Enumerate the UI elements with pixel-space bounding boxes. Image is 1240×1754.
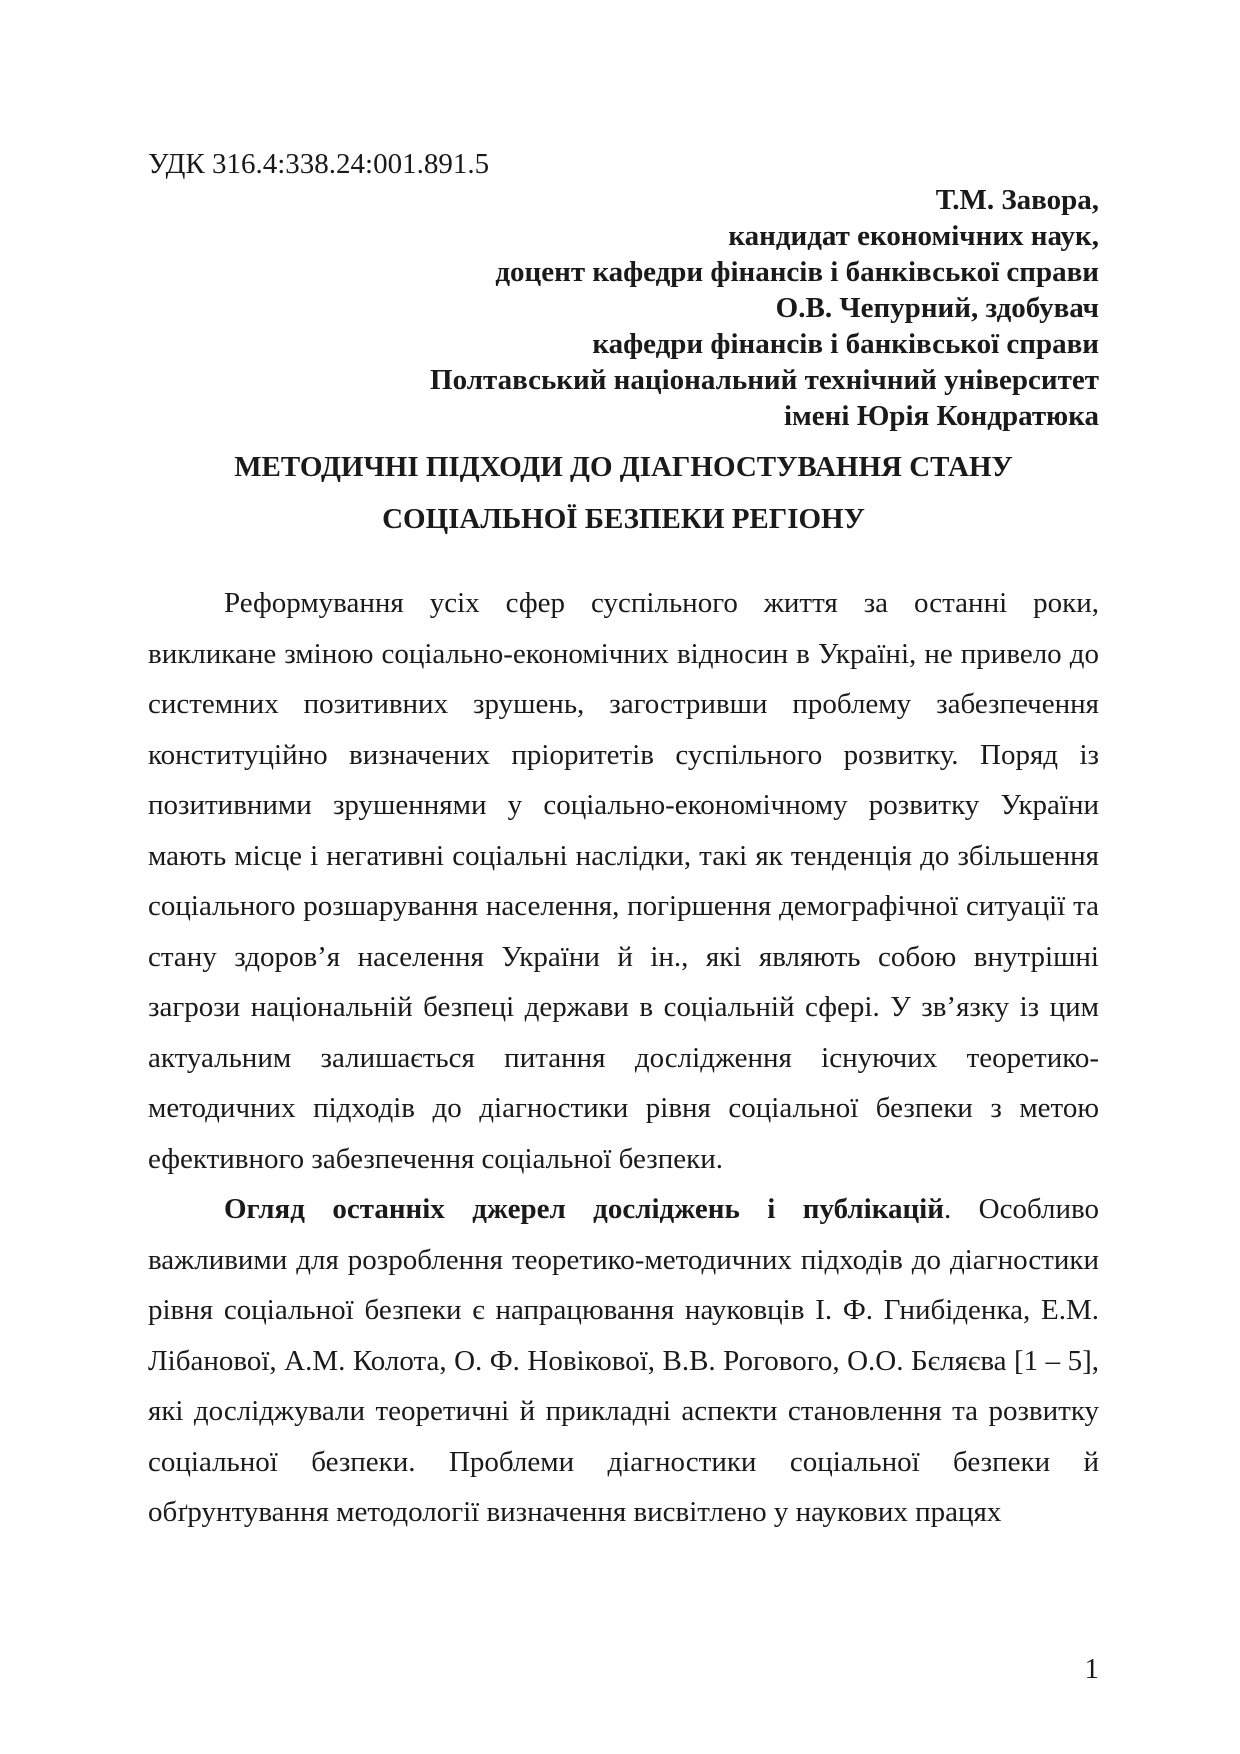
title-line: МЕТОДИЧНІ ПІДХОДИ ДО ДІАГНОСТУВАННЯ СТАНУ	[234, 451, 1013, 483]
title-line: СОЦІАЛЬНОЇ БЕЗПЕКИ РЕГІОНУ	[382, 503, 865, 535]
page-number: 1	[1084, 1653, 1099, 1685]
author-line: Полтавський національний технічний університет	[430, 364, 1099, 396]
paragraph-literature-review	[148, 1184, 1099, 1538]
article-body	[148, 578, 1099, 1538]
section-lead-heading: Огляд останніх джерел досліджень і публікацій	[224, 1193, 944, 1225]
paragraph-intro: Реформування усіх сфер суспільного життя за останні роки, викликане зміною соціально-економічних відносин в Україні, не привело до системних позитивних зрушень, загостривши проблему забезпечення конституційно визначених пріоритетів суспільного розвитку. Поряд із позитивними зрушеннями у соціально-економічному розвитку України мають місце і негативні соціальні наслідки, такі як тенденція до збільшення соціального розшарування населення, погіршення демографічної ситуації та стану здоров’я населення України й ін., які являють собою внутрішні загрози національній безпеці держави в соціальній сфері. У зв’язку із цим актуальним залишається питання дослідження існуючих теоретико-методичних підходів до діагностики рівня соціальної безпеки з метою ефективного забезпечення соціальної безпеки.	[148, 587, 1099, 1175]
author-line: Т.М. Завора,	[935, 184, 1099, 216]
author-line: кафедри фінансів і банківської справи	[592, 328, 1099, 360]
paragraph-text: . Особливо важливими для розроблення теоретико-методичних підходів до діагностики рівня соціальної безпеки є напрацювання науковців І. Ф. Гнибіденка, Е.М. Лібанової, А.М. Колота, О. Ф. Новікової, В.В. Рогового, О.О. Бєляєва [1 – 5], які досліджували теоретичні й прикладні аспекти становлення та розвитку соціальної безпеки. Проблеми діагностики соціальної безпеки й обґрунтування методології визначення висвітлено у наукових працях	[148, 1193, 1099, 1528]
udk-code: УДК 316.4:338.24:001.891.5	[148, 148, 490, 180]
author-line: О.В. Чепурний, здобувач	[775, 292, 1099, 324]
article-title	[148, 441, 1099, 545]
author-line: кандидат економічних наук,	[728, 220, 1099, 252]
author-line: доцент кафедри фінансів і банківської справи	[495, 256, 1099, 288]
author-block	[199, 182, 1099, 434]
author-line: імені Юрія Кондратюка	[784, 400, 1099, 432]
